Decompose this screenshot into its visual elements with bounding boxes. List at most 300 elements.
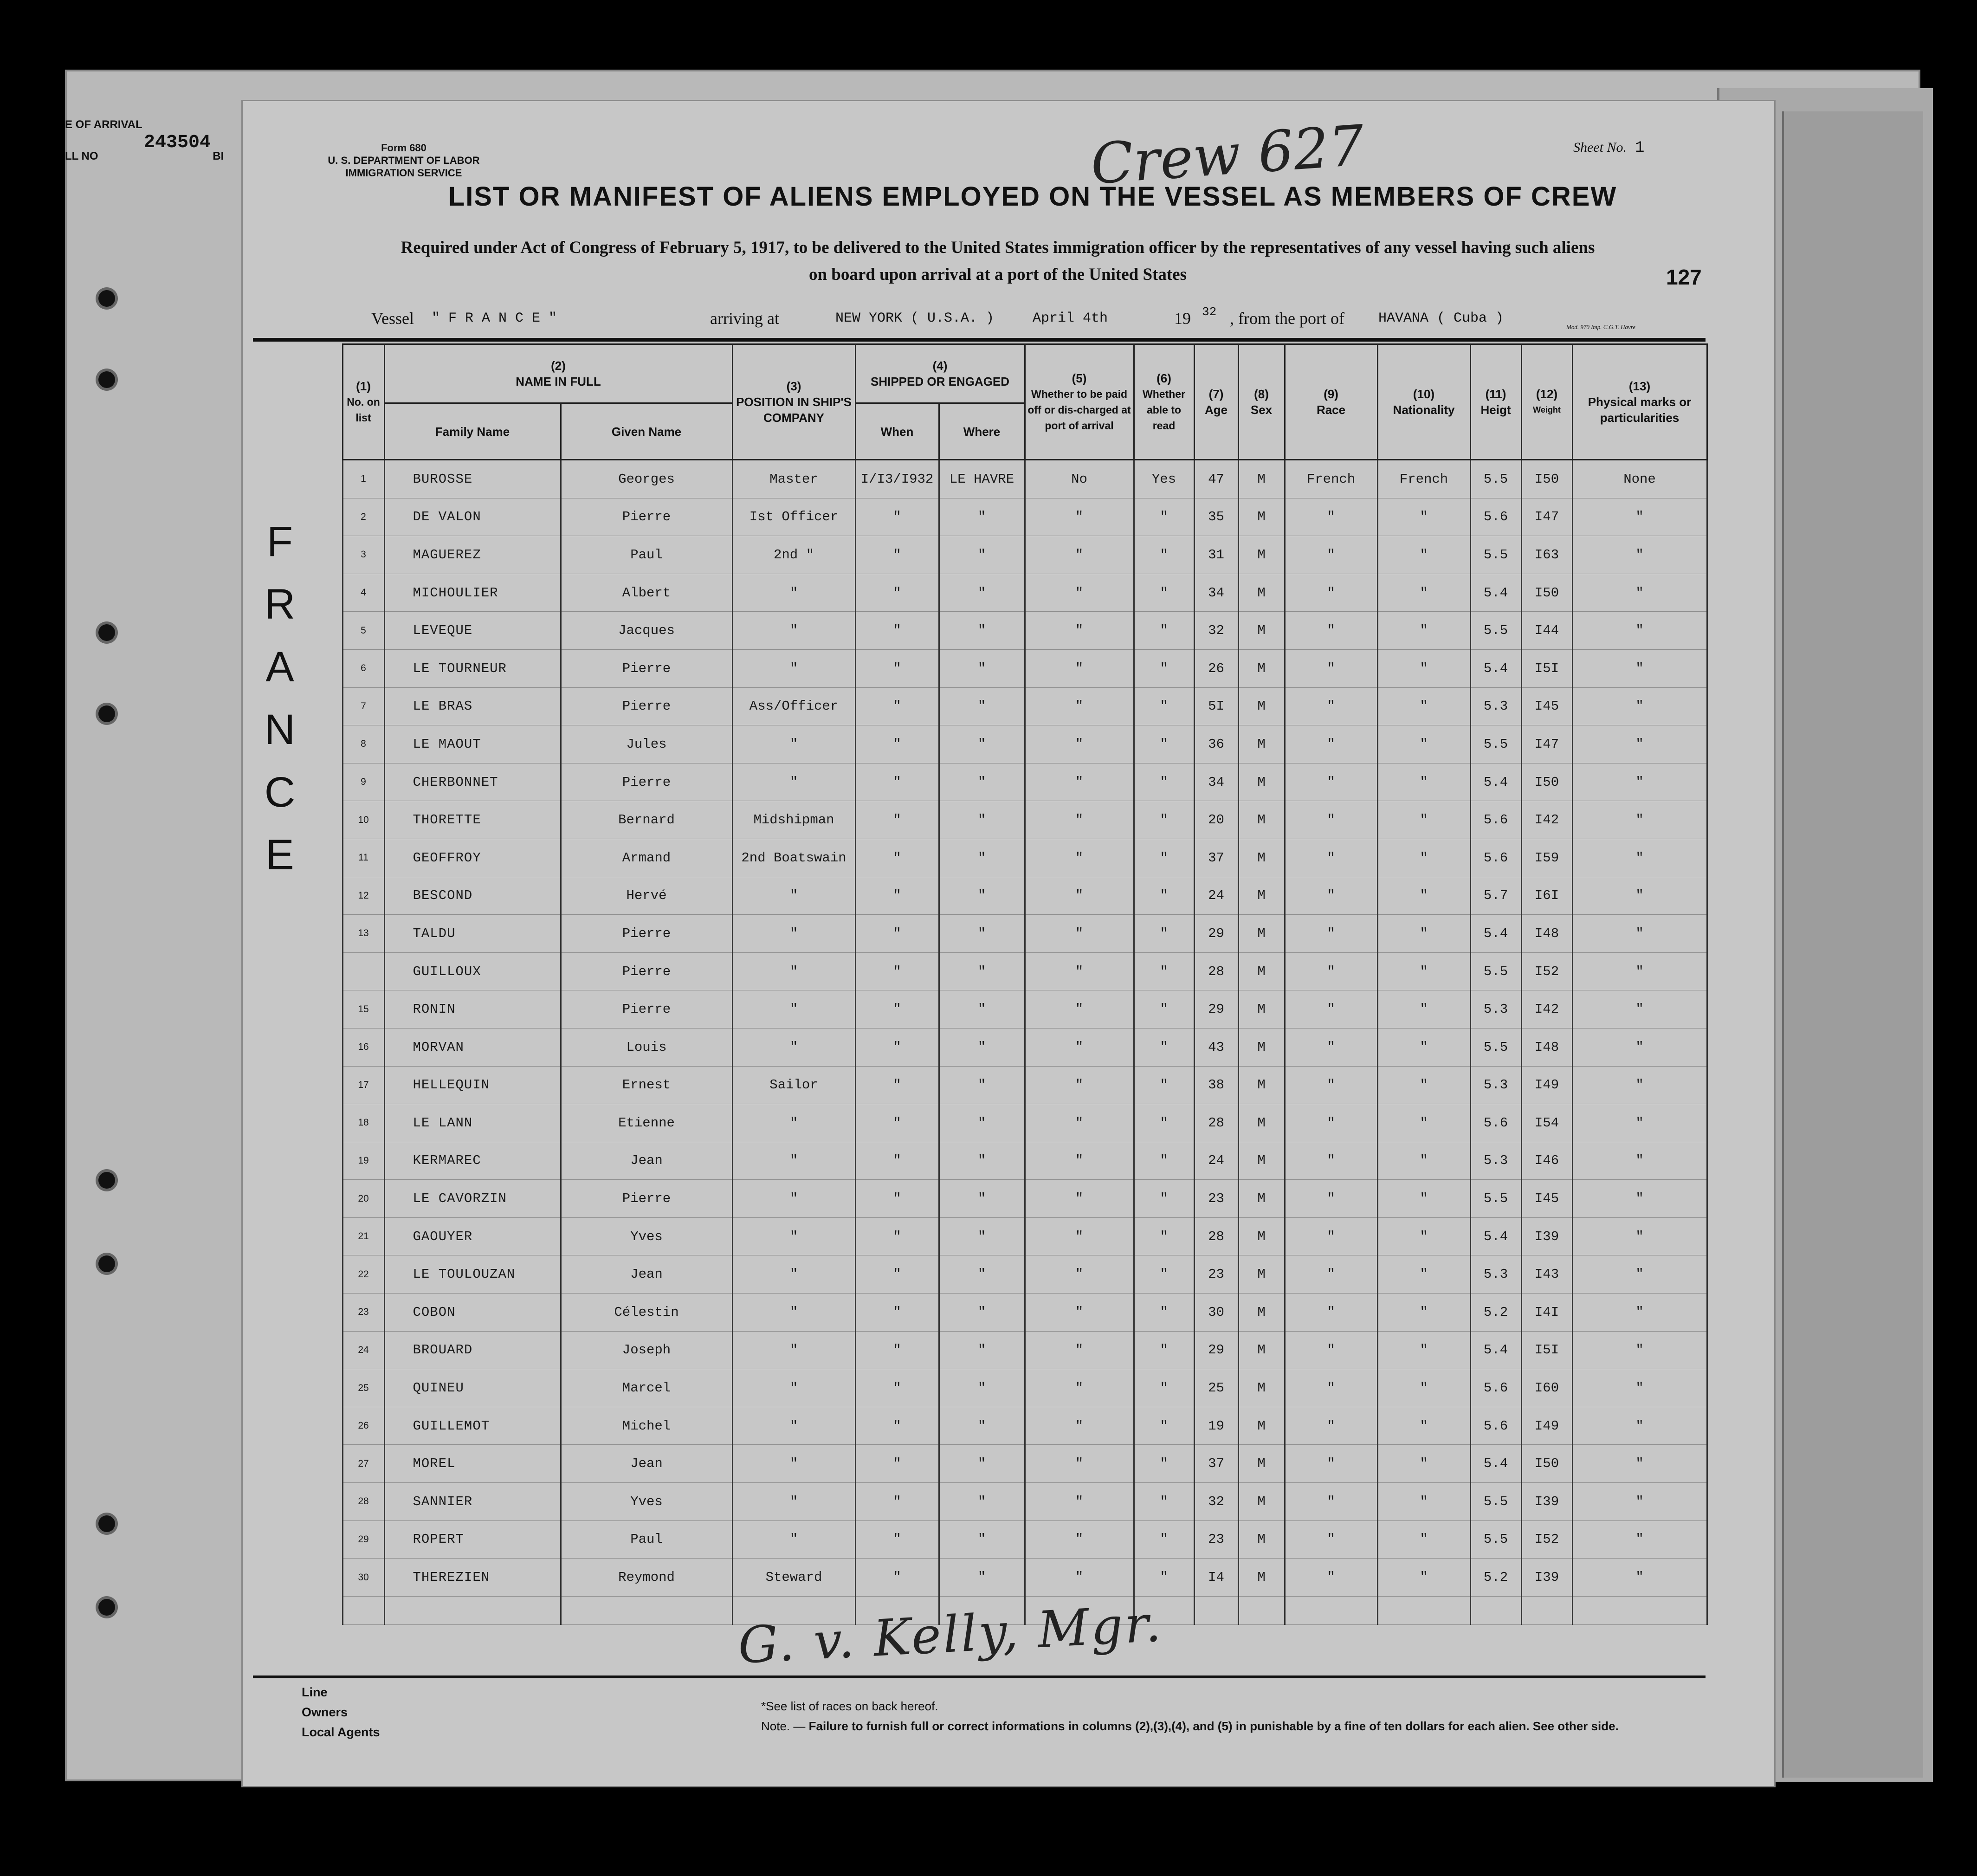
cell-row-number: 20 — [342, 1180, 384, 1218]
sheet-value: 1 — [1635, 139, 1645, 157]
cell-shipped-where: " — [939, 877, 1025, 915]
cell-family-name: MICHOULIER — [384, 574, 561, 612]
cell-row-number: 12 — [342, 877, 384, 915]
cell-nationality: " — [1377, 1104, 1470, 1142]
cell-row-number: 1 — [342, 460, 384, 498]
cell-shipped-where: " — [939, 1217, 1025, 1255]
col-nationality-header: (10) Nationality — [1377, 344, 1470, 460]
blank-cell — [1238, 1596, 1285, 1624]
cell-able-to-read: " — [1134, 1217, 1194, 1255]
subtitle-line1: Required under Act of Congress of February 5, 1917, to be delivered to the United States immigration officer by the representatives of any vessel having such aliens — [401, 238, 1595, 257]
cell-weight: I60 — [1521, 1369, 1572, 1407]
cell-height: 5.5 — [1470, 1520, 1521, 1559]
cell-race: " — [1285, 687, 1377, 725]
cell-shipped-where: " — [939, 1331, 1025, 1369]
col-race-header: (9) Race — [1285, 344, 1377, 460]
cell-physical-marks: " — [1572, 1331, 1707, 1369]
cell-position: " — [732, 1142, 855, 1180]
crew-handwritten-mark: Crew 627 — [1088, 113, 1367, 197]
cell-given-name: Pierre — [561, 1180, 732, 1218]
cell-able-to-read: " — [1134, 536, 1194, 574]
cell-weight: I50 — [1521, 763, 1572, 801]
cell-paid-off: " — [1025, 1369, 1134, 1407]
cell-able-to-read: " — [1134, 574, 1194, 612]
cell-paid-off: " — [1025, 498, 1134, 536]
cell-age: 47 — [1194, 460, 1238, 498]
row-margin — [254, 1066, 342, 1104]
cell-shipped-where: " — [939, 1520, 1025, 1559]
cell-shipped-when: " — [855, 990, 939, 1029]
cell-sex: M — [1238, 1028, 1285, 1066]
cell-shipped-where: " — [939, 1483, 1025, 1521]
table-row — [254, 687, 1707, 725]
cell-family-name: MAGUEREZ — [384, 536, 561, 574]
cell-shipped-where: " — [939, 498, 1025, 536]
cell-shipped-where: " — [939, 915, 1025, 953]
table-row — [254, 1331, 1707, 1369]
col-given-name-header: Given Name — [561, 403, 732, 460]
cell-able-to-read: " — [1134, 1559, 1194, 1597]
cell-sex: M — [1238, 649, 1285, 687]
cell-shipped-where: " — [939, 1445, 1025, 1483]
arrival-date: April 4th — [1033, 311, 1108, 326]
cell-race: " — [1285, 1142, 1377, 1180]
cell-nationality: " — [1377, 725, 1470, 763]
cell-sex: M — [1238, 687, 1285, 725]
cell-nationality: " — [1377, 1294, 1470, 1332]
cell-age: 24 — [1194, 877, 1238, 915]
cell-physical-marks: " — [1572, 801, 1707, 839]
cell-nationality: " — [1377, 763, 1470, 801]
cell-age: 31 — [1194, 536, 1238, 574]
cell-sex: M — [1238, 1294, 1285, 1332]
cell-physical-marks: " — [1572, 1066, 1707, 1104]
cell-given-name: Marcel — [561, 1369, 732, 1407]
cell-family-name: GUILLEMOT — [384, 1407, 561, 1445]
cell-race: " — [1285, 1407, 1377, 1445]
cell-family-name: BESCOND — [384, 877, 561, 915]
cell-given-name: Etienne — [561, 1104, 732, 1142]
cell-able-to-read: " — [1134, 952, 1194, 990]
cell-height: 5.6 — [1470, 1369, 1521, 1407]
row-margin — [254, 1331, 342, 1369]
cell-position: " — [732, 1407, 855, 1445]
cell-paid-off: " — [1025, 839, 1134, 877]
cell-race: " — [1285, 1369, 1377, 1407]
cell-height: 5.3 — [1470, 990, 1521, 1029]
cell-row-number: 5 — [342, 612, 384, 650]
year-suffix: 32 — [1202, 305, 1217, 319]
margin-header — [254, 344, 342, 460]
row-margin — [254, 1445, 342, 1483]
cell-able-to-read: " — [1134, 687, 1194, 725]
row-margin — [254, 1294, 342, 1332]
cell-nationality: " — [1377, 877, 1470, 915]
cell-weight: I52 — [1521, 1520, 1572, 1559]
cell-age: 28 — [1194, 1217, 1238, 1255]
cell-paid-off: " — [1025, 1407, 1134, 1445]
note-prefix: Note. — — [761, 1719, 806, 1733]
cell-family-name: QUINEU — [384, 1369, 561, 1407]
cell-height: 5.6 — [1470, 801, 1521, 839]
table-row — [254, 460, 1707, 498]
cell-weight: I47 — [1521, 498, 1572, 536]
cell-physical-marks: " — [1572, 687, 1707, 725]
cell-given-name: Pierre — [561, 763, 732, 801]
col-marks-header: (13) Physical marks or particularities — [1572, 344, 1707, 460]
mod-note: Mod. 970 Imp. C.G.T. Havre — [1566, 323, 1636, 330]
cell-position: " — [732, 1369, 855, 1407]
cell-race: " — [1285, 649, 1377, 687]
cell-age: 34 — [1194, 574, 1238, 612]
cell-row-number: 11 — [342, 839, 384, 877]
punch-hole — [98, 371, 115, 388]
cell-weight: I50 — [1521, 460, 1572, 498]
cell-position: " — [732, 1331, 855, 1369]
row-margin — [254, 1028, 342, 1066]
row-margin — [254, 1104, 342, 1142]
cell-given-name: Yves — [561, 1217, 732, 1255]
cell-height: 5.6 — [1470, 1104, 1521, 1142]
cell-age: 23 — [1194, 1180, 1238, 1218]
cell-age: 5I — [1194, 687, 1238, 725]
cell-paid-off: " — [1025, 1217, 1134, 1255]
vessel-line — [260, 305, 1740, 332]
cell-shipped-when: " — [855, 649, 939, 687]
cell-sex: M — [1238, 952, 1285, 990]
cell-family-name: TALDU — [384, 915, 561, 953]
cell-age: 28 — [1194, 952, 1238, 990]
cell-height: 5.5 — [1470, 1028, 1521, 1066]
table-row — [254, 877, 1707, 915]
cell-shipped-when: " — [855, 1369, 939, 1407]
cell-age: 19 — [1194, 1407, 1238, 1445]
cell-shipped-when: " — [855, 1180, 939, 1218]
cell-position: " — [732, 952, 855, 990]
cell-race: " — [1285, 1066, 1377, 1104]
cell-physical-marks: " — [1572, 1180, 1707, 1218]
cell-sex: M — [1238, 498, 1285, 536]
cell-race: " — [1285, 725, 1377, 763]
cell-height: 5.4 — [1470, 1217, 1521, 1255]
cell-physical-marks: " — [1572, 1407, 1707, 1445]
row-margin — [254, 498, 342, 536]
cell-paid-off: " — [1025, 1066, 1134, 1104]
cell-given-name: Pierre — [561, 498, 732, 536]
arriving-label: arriving at — [710, 309, 779, 328]
cell-row-number: 23 — [342, 1294, 384, 1332]
cell-age: 23 — [1194, 1255, 1238, 1294]
cell-position: " — [732, 1483, 855, 1521]
cell-family-name: COBON — [384, 1294, 561, 1332]
row-margin — [254, 687, 342, 725]
cell-shipped-when: " — [855, 1104, 939, 1142]
cell-physical-marks: " — [1572, 1142, 1707, 1180]
cell-age: 37 — [1194, 839, 1238, 877]
cell-nationality: " — [1377, 801, 1470, 839]
cell-given-name: Pierre — [561, 990, 732, 1029]
cell-paid-off: " — [1025, 612, 1134, 650]
cell-weight: I39 — [1521, 1559, 1572, 1597]
cell-age: 32 — [1194, 1483, 1238, 1521]
cell-weight: I45 — [1521, 687, 1572, 725]
cell-row-number: 18 — [342, 1104, 384, 1142]
cell-nationality: " — [1377, 1180, 1470, 1218]
cell-able-to-read: " — [1134, 1369, 1194, 1407]
row-margin — [254, 612, 342, 650]
col-age-header: (7) Age — [1194, 344, 1238, 460]
cell-shipped-when: " — [855, 763, 939, 801]
cell-height: 5.3 — [1470, 687, 1521, 725]
col-where-header: Where — [939, 403, 1025, 460]
cell-weight: I49 — [1521, 1066, 1572, 1104]
cell-physical-marks: " — [1572, 990, 1707, 1029]
cell-paid-off: " — [1025, 877, 1134, 915]
cell-physical-marks: " — [1572, 1217, 1707, 1255]
cell-able-to-read: " — [1134, 1028, 1194, 1066]
cell-sex: M — [1238, 763, 1285, 801]
cell-weight: I63 — [1521, 536, 1572, 574]
cell-physical-marks: " — [1572, 1369, 1707, 1407]
cell-position: " — [732, 574, 855, 612]
cell-able-to-read: " — [1134, 990, 1194, 1029]
cell-age: 34 — [1194, 763, 1238, 801]
crew-rows — [254, 460, 1707, 1625]
table-row — [254, 1520, 1707, 1559]
blank-cell — [384, 1596, 561, 1624]
cell-race: " — [1285, 536, 1377, 574]
cell-position: " — [732, 1104, 855, 1142]
cell-given-name: Jacques — [561, 612, 732, 650]
cell-paid-off: " — [1025, 687, 1134, 725]
cell-height: 5.4 — [1470, 574, 1521, 612]
cell-height: 5.5 — [1470, 725, 1521, 763]
cell-shipped-when: " — [855, 536, 939, 574]
cell-race: " — [1285, 1255, 1377, 1294]
cell-race: " — [1285, 1294, 1377, 1332]
table-row — [254, 801, 1707, 839]
stub-line1: E OF ARRIVAL — [65, 118, 142, 131]
row-margin — [254, 725, 342, 763]
cell-sex: M — [1238, 801, 1285, 839]
cell-shipped-where: " — [939, 687, 1025, 725]
cell-row-number — [342, 952, 384, 990]
cell-physical-marks: " — [1572, 1104, 1707, 1142]
table-row — [254, 1104, 1707, 1142]
col-number-header: (1) No. on list — [342, 344, 384, 460]
cell-shipped-where: " — [939, 1180, 1025, 1218]
cell-family-name: BUROSSE — [384, 460, 561, 498]
form-number: Form 680 — [381, 142, 426, 154]
cell-weight: I48 — [1521, 915, 1572, 953]
table-row — [254, 725, 1707, 763]
cell-sex: M — [1238, 1217, 1285, 1255]
stub-line2: LL NO — [65, 150, 98, 162]
vessel-value: " F R A N C E " — [432, 311, 557, 326]
cell-paid-off: No — [1025, 460, 1134, 498]
cell-height: 5.6 — [1470, 498, 1521, 536]
cell-height: 5.5 — [1470, 1180, 1521, 1218]
cell-row-number: 10 — [342, 801, 384, 839]
cell-shipped-when: " — [855, 1407, 939, 1445]
table-row — [254, 1369, 1707, 1407]
cell-age: 29 — [1194, 1331, 1238, 1369]
cell-physical-marks: " — [1572, 1028, 1707, 1066]
cell-shipped-where: " — [939, 1028, 1025, 1066]
cell-shipped-when: " — [855, 687, 939, 725]
cell-height: 5.6 — [1470, 1407, 1521, 1445]
cell-nationality: " — [1377, 1142, 1470, 1180]
cell-sex: M — [1238, 1180, 1285, 1218]
cell-height: 5.4 — [1470, 1331, 1521, 1369]
cell-race: " — [1285, 839, 1377, 877]
cell-sex: M — [1238, 1520, 1285, 1559]
cell-race: " — [1285, 612, 1377, 650]
cell-given-name: Jean — [561, 1255, 732, 1294]
cell-physical-marks: " — [1572, 952, 1707, 990]
table-row — [254, 1217, 1707, 1255]
cell-shipped-when: " — [855, 1028, 939, 1066]
cell-nationality: " — [1377, 1217, 1470, 1255]
cell-paid-off: " — [1025, 915, 1134, 953]
col-shipped-header: (4) SHIPPED OR ENGAGED — [855, 344, 1025, 403]
cell-able-to-read: " — [1134, 1331, 1194, 1369]
table-row — [254, 1066, 1707, 1104]
stub-line2-end: BI — [213, 150, 224, 162]
cell-height: 5.3 — [1470, 1255, 1521, 1294]
cell-shipped-where: " — [939, 1559, 1025, 1597]
cell-shipped-where: " — [939, 574, 1025, 612]
cell-given-name: Célestin — [561, 1294, 732, 1332]
cell-weight: I43 — [1521, 1255, 1572, 1294]
cell-race: " — [1285, 990, 1377, 1029]
cell-row-number: 24 — [342, 1331, 384, 1369]
cell-paid-off: " — [1025, 1255, 1134, 1294]
cell-paid-off: " — [1025, 536, 1134, 574]
row-margin — [254, 915, 342, 953]
cell-position: Midshipman — [732, 801, 855, 839]
cell-age: 29 — [1194, 990, 1238, 1029]
cell-physical-marks: " — [1572, 1294, 1707, 1332]
cell-able-to-read: " — [1134, 612, 1194, 650]
cell-position: " — [732, 725, 855, 763]
cell-physical-marks: " — [1572, 612, 1707, 650]
cell-row-number: 30 — [342, 1559, 384, 1597]
cell-race: " — [1285, 1559, 1377, 1597]
table-row — [254, 839, 1707, 877]
row-margin — [254, 1255, 342, 1294]
cell-age: I4 — [1194, 1559, 1238, 1597]
cell-family-name: MORVAN — [384, 1028, 561, 1066]
punch-hole — [98, 624, 115, 641]
cell-able-to-read: " — [1134, 725, 1194, 763]
cell-paid-off: " — [1025, 725, 1134, 763]
cell-weight: I50 — [1521, 1445, 1572, 1483]
cell-row-number: 29 — [342, 1520, 384, 1559]
cell-paid-off: " — [1025, 1331, 1134, 1369]
cell-able-to-read: " — [1134, 1520, 1194, 1559]
cell-given-name: Paul — [561, 1520, 732, 1559]
table-row — [254, 1180, 1707, 1218]
cell-paid-off: " — [1025, 1142, 1134, 1180]
row-margin — [254, 990, 342, 1029]
cell-shipped-when: " — [855, 1255, 939, 1294]
cell-family-name: MOREL — [384, 1445, 561, 1483]
cell-race: " — [1285, 877, 1377, 915]
cell-position: " — [732, 1445, 855, 1483]
cell-paid-off: " — [1025, 1483, 1134, 1521]
blank-cell — [1470, 1596, 1521, 1624]
cell-age: 28 — [1194, 1104, 1238, 1142]
cell-given-name: Pierre — [561, 649, 732, 687]
cell-able-to-read: " — [1134, 1255, 1194, 1294]
row-margin — [254, 1369, 342, 1407]
blank-cell — [342, 1596, 384, 1624]
table-row — [254, 612, 1707, 650]
cell-paid-off: " — [1025, 649, 1134, 687]
cell-position: " — [732, 1180, 855, 1218]
arrival-number: 243504 — [144, 132, 211, 153]
cell-position: " — [732, 612, 855, 650]
cell-given-name: Jean — [561, 1142, 732, 1180]
cell-given-name: Pierre — [561, 952, 732, 990]
cell-nationality: " — [1377, 687, 1470, 725]
cell-shipped-when: " — [855, 725, 939, 763]
cell-height: 5.5 — [1470, 460, 1521, 498]
cell-shipped-where: " — [939, 612, 1025, 650]
cell-shipped-when: " — [855, 574, 939, 612]
cell-shipped-when: " — [855, 1294, 939, 1332]
col-paidoff-header: (5) Whether to be paid off or dis-charged at port of arrival — [1025, 344, 1134, 460]
cell-row-number: 3 — [342, 536, 384, 574]
cell-shipped-when: " — [855, 1331, 939, 1369]
table-row — [254, 1483, 1707, 1521]
col-when-header: When — [855, 403, 939, 460]
cell-position: " — [732, 649, 855, 687]
cell-given-name: Yves — [561, 1483, 732, 1521]
col-family-name-header: Family Name — [384, 403, 561, 460]
punch-hole — [98, 1515, 115, 1532]
cell-shipped-when: " — [855, 877, 939, 915]
cell-shipped-where: " — [939, 1255, 1025, 1294]
cell-age: 26 — [1194, 649, 1238, 687]
cell-weight: I47 — [1521, 725, 1572, 763]
row-margin — [254, 1407, 342, 1445]
cell-row-number: 2 — [342, 498, 384, 536]
table-row — [254, 1294, 1707, 1332]
cell-weight: I54 — [1521, 1104, 1572, 1142]
cell-position: " — [732, 1294, 855, 1332]
table-row — [254, 1407, 1707, 1445]
cell-paid-off: " — [1025, 990, 1134, 1029]
table-row — [254, 1445, 1707, 1483]
row-margin — [254, 952, 342, 990]
cell-shipped-when: " — [855, 498, 939, 536]
cell-family-name: THEREZIEN — [384, 1559, 561, 1597]
cell-physical-marks: " — [1572, 725, 1707, 763]
cell-weight: I59 — [1521, 839, 1572, 877]
cell-nationality: " — [1377, 990, 1470, 1029]
cell-able-to-read: " — [1134, 801, 1194, 839]
row-margin — [254, 536, 342, 574]
side-handwritten-mark: FRANCE — [264, 518, 296, 879]
cell-family-name: GEOFFROY — [384, 839, 561, 877]
cell-given-name: Jean — [561, 1445, 732, 1483]
cell-position: 2nd Boatswain — [732, 839, 855, 877]
cell-weight: I39 — [1521, 1483, 1572, 1521]
blank-cell — [561, 1596, 732, 1624]
cell-race: " — [1285, 801, 1377, 839]
